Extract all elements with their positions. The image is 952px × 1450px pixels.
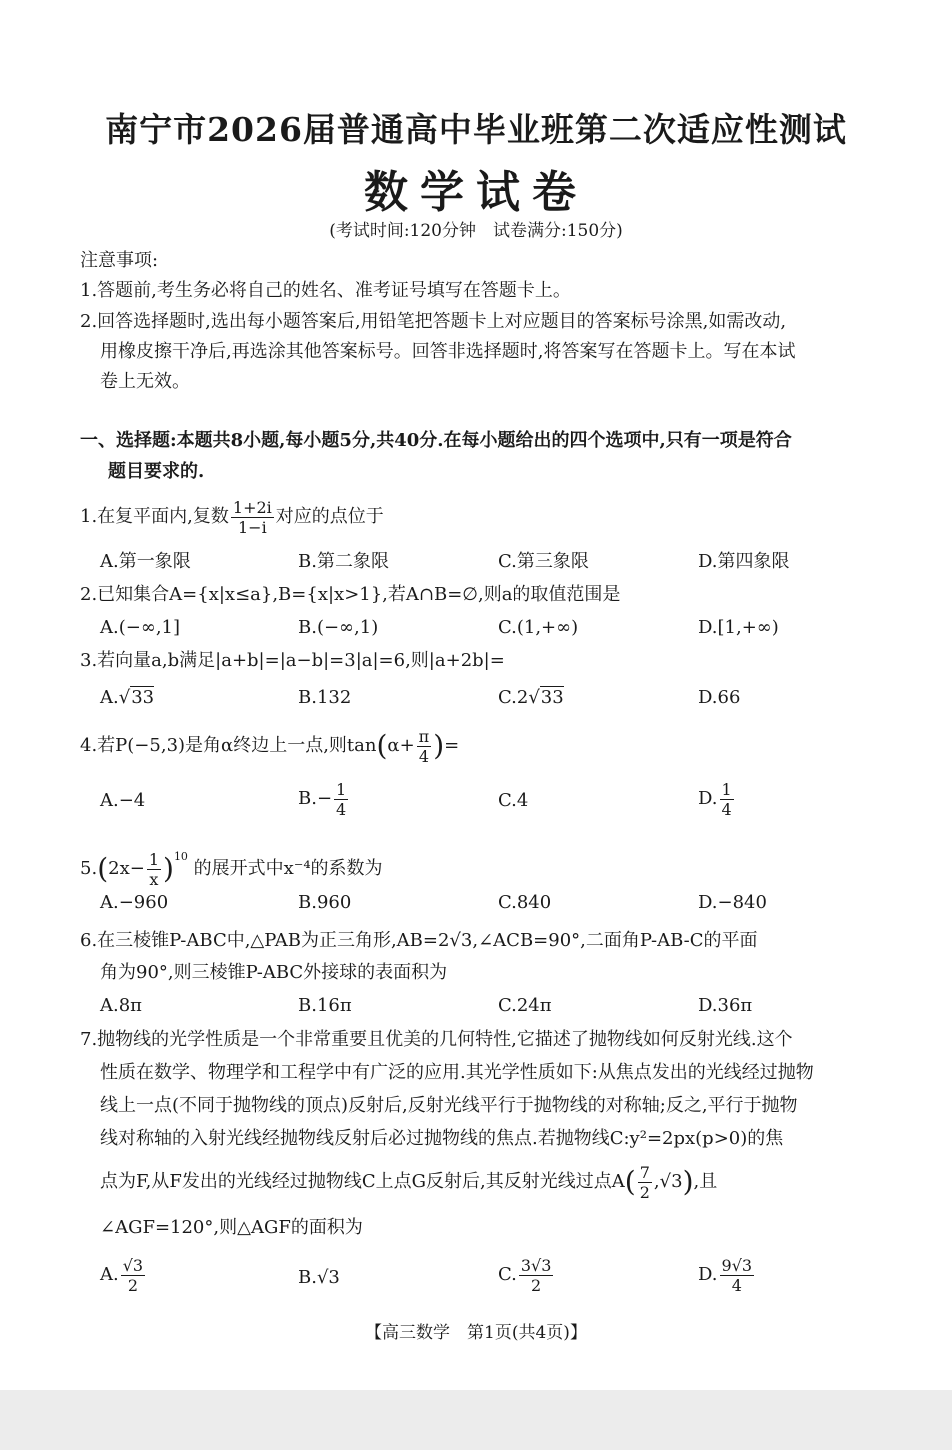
exam-title: 南宁市2026届普通高中毕业班第二次适应性测试 [105,110,847,149]
q4-b-num: 1 [336,779,347,799]
q4-option-c: C.4 [498,790,529,811]
q7-option-b: B.√3 [298,1267,340,1288]
q4-frac-num: π [418,726,430,746]
notice-item-2-cont: 用橡皮擦干净后,再选涂其他答案标号。回答非选择题时,将答案写在答题卡上。写在本试 [100,341,796,362]
q5-option-b: B.960 [298,892,352,913]
section-heading: 一、选择题:本题共8小题,每小题5分,共40分.在每小题给出的四个选项中,只有一项是符合 [80,430,792,451]
notice-item-2: 2.回答选择题时,选出每小题答案后,用铅笔把答题卡上对应题目的答案标号涂黑,如需改动, [80,311,787,332]
q7-option-d [698,1254,756,1296]
question-7-line4: 线对称轴的入射光线经抛物线反射后必过抛物线的焦点.若抛物线C:y²=2px(p>0)的焦 [100,1128,784,1149]
section-heading-cont: 题目要求的. [108,461,205,482]
q1-option-a: A.第一象限 [100,551,191,572]
q4-option-b [298,778,350,820]
question-6-stem: 6.在三棱锥P-ABC中,△PAB为正三角形,AB=2√3,∠ACB=90°,二面角P-AB-C的平面 [80,930,758,951]
q3-option-c: C.2√33 [498,687,564,708]
q4-frac-den: 4 [418,746,430,766]
q1-frac-num: 1+2i [232,497,272,517]
q4-d-den: 4 [721,799,732,819]
question-1-stem [80,496,384,538]
question-7-line5: 点为F,从F发出的光线经过抛物线C上点G反射后,其反射光线过点A( $\frac{7}{2}$ ,√3),且 [100,1162,718,1202]
q7-c-label: C. [498,1264,517,1285]
q4-fraction [417,727,432,766]
q6-option-b: B.16π [298,995,352,1016]
q7-d-num: 9√3 [721,1255,753,1275]
q3-option-d: D.66 [698,687,741,708]
q4-d-num: 1 [721,779,732,799]
q7-a-den: 2 [127,1275,139,1295]
question-3-stem: 3.若向量a,b满足|a+b|=|a−b|=3|a|=6,则|a+2b|= [80,650,505,671]
q5-option-d: D.−840 [698,892,767,913]
q5-exponent: 10 [173,850,188,863]
q5-frac-den: x [149,869,159,889]
q1-frac-den: 1−i [238,517,267,537]
q1-post: 对应的点位于 [275,506,384,527]
q7-option-c [498,1254,555,1296]
q3-c-label: C.2 [498,687,529,708]
q7-point-den: 2 [639,1182,650,1202]
q1-pre: 1.在复平面内,复数 [80,506,229,527]
exam-subject: 数学试卷 [364,167,588,218]
q5-frac-num: 1 [148,849,159,869]
q5-post: 的展开式中x⁻⁴的系数为 [193,858,383,879]
q2-option-a: A.(−∞,1] [100,617,181,638]
q1-fraction [231,498,274,537]
notice-item-2-cont2: 卷上无效。 [100,371,190,392]
question-7-stem: 7.抛物线的光学性质是一个非常重要且优美的几何特性,它描述了抛物线如何反射光线.这个 [80,1029,793,1050]
page-footer: 【高三数学 第1页(共4页)】 [365,1323,587,1343]
question-2-stem: 2.已知集合A={x|x≤a},B={x|x>1},若A∩B=∅,则a的取值范围是 [80,584,621,605]
q7-c-den: 2 [531,1275,542,1295]
q7-line5-pre: 点为F,从F发出的光线经过抛物线C上点G反射后,其反射光线过点A [100,1171,625,1192]
q3-option-a: A.√33 [100,687,155,708]
q3-option-b: B.132 [298,687,352,708]
q7-point-num: 7 [639,1162,650,1182]
question-4-stem: 4.若P(−5,3)是角α终边上一点,则tan(α+ $\frac{\pi}{4}$ )= [80,726,460,766]
question-5-stem: 5.(2x− $\frac{1}{x}$ )$^{10}$ 的展开式中x⁻⁴的系数为 [80,849,383,889]
q2-option-b: B.(−∞,1) [298,617,379,638]
q4-option-a: A.−4 [100,790,146,811]
q1-option-c: C.第三象限 [498,551,589,572]
question-7-line6: ∠AGF=120°,则△AGF的面积为 [100,1217,363,1238]
q4-alpha: α+ [387,735,415,756]
q6-option-d: D.36π [698,995,753,1016]
question-7-line2: 性质在数学、物理学和工程学中有广泛的应用.其光学性质如下:从焦点发出的光线经过抛物 [100,1062,814,1083]
q1-option-d: D.第四象限 [698,551,790,572]
q2-option-c: C.(1,+∞) [498,617,579,638]
q5-inner: 2x− [108,858,145,879]
viewer-bottom-band [0,1390,952,1450]
q7-c-num: 3√3 [520,1255,552,1275]
q6-option-c: C.24π [498,995,552,1016]
q4-option-d [698,778,736,820]
q7-line5-post: ,且 [693,1171,718,1192]
q4-pre: 4.若P(−5,3)是角α终边上一点,则tan [80,735,377,756]
q4-b-label: B.− [298,788,333,809]
q2-option-d: D.[1,+∞) [698,617,779,638]
q6-option-a: A.8π [100,995,143,1016]
q5-option-a: A.−960 [100,892,169,913]
q7-d-den: 4 [731,1275,742,1295]
q5-number: 5. [80,858,98,879]
q1-option-b: B.第二象限 [298,551,389,572]
q7-line5-mid: ,√3 [653,1171,683,1192]
q3-a-radicand: 33 [131,687,155,708]
question-7-line3: 线上一点(不同于抛物线的顶点)反射后,反射光线平行于抛物线的对称轴;反之,平行于抛物 [100,1095,798,1116]
q4-post: = [444,735,460,756]
q5-option-c: C.840 [498,892,552,913]
q4-b-den: 4 [336,799,347,819]
q7-a-num: √3 [122,1255,144,1275]
q7-d-label: D. [698,1264,718,1285]
q4-d-label: D. [698,788,718,809]
q7-a-label: A. [100,1264,119,1285]
question-6-stem-cont: 角为90°,则三棱锥P-ABC外接球的表面积为 [100,962,448,983]
notice-item-1: 1.答题前,考生务必将自己的姓名、准考证号填写在答题卡上。 [80,280,571,301]
notice-heading: 注意事项: [80,250,159,271]
q3-a-label: A. [100,687,119,708]
exam-info: (考试时间:120分钟 试卷满分:150分) [329,221,623,241]
q3-c-radicand: 33 [540,687,564,708]
q7-option-a [100,1254,147,1296]
